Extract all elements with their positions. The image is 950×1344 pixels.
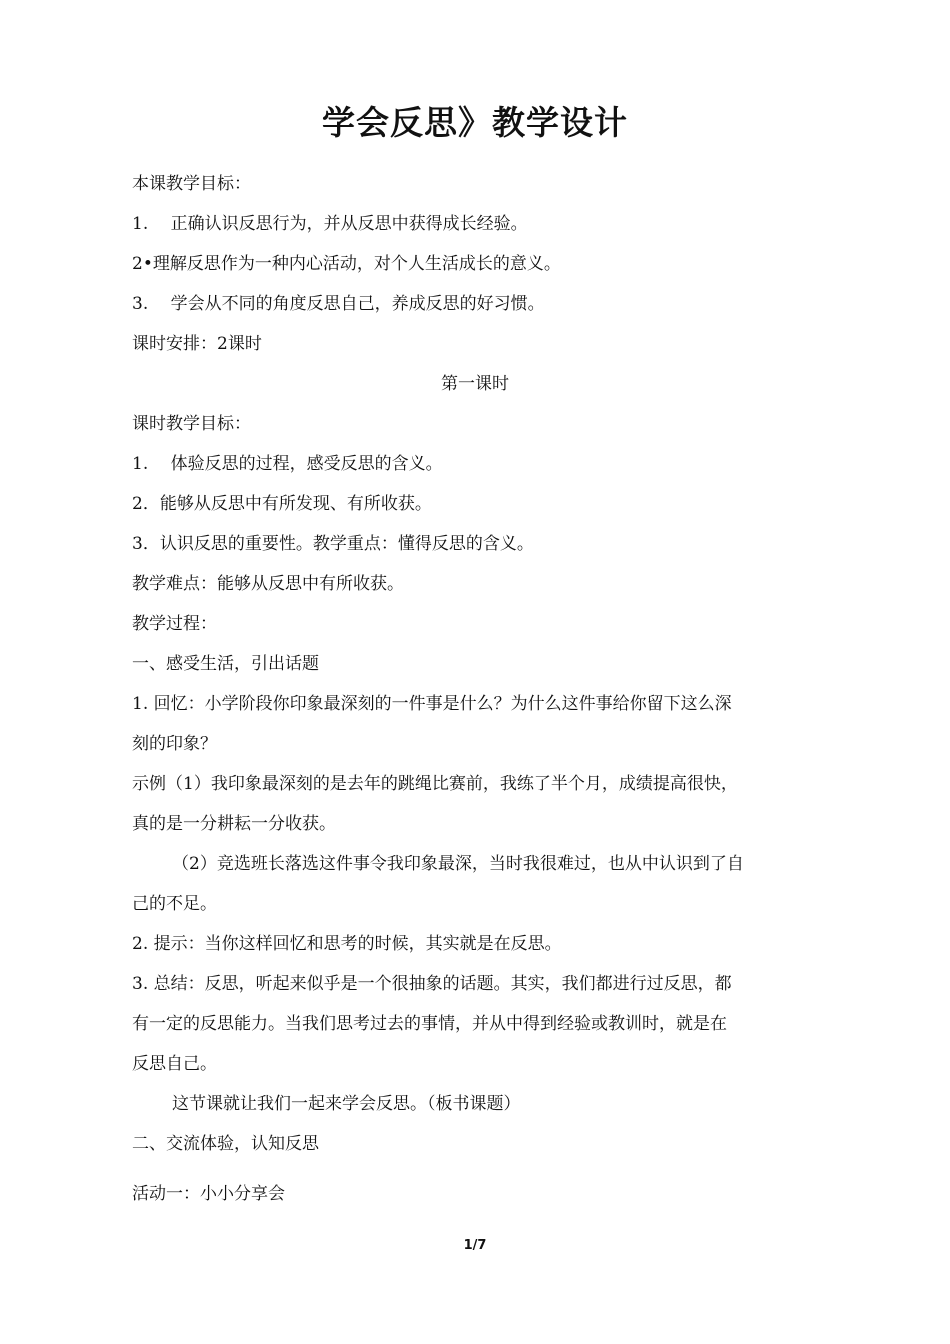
summary-line-2: 有一定的反思能力。当我们思考过去的事情，并从中得到经验或教训时，就是在 [132,1014,727,1034]
example-two-line-2: 己的不足。 [132,894,217,914]
example-line-1: 示例（1）我印象最深刻的是去年的跳绳比赛前，我练了半个月，成绩提高很快， [132,774,738,794]
transition-line: 这节课就让我们一起来学会反思。（板书课题） [172,1094,521,1114]
goal-item-1: 1. 正确认识反思行为，并从反思中获得成长经验。 [132,214,528,234]
goal-item-3: 3. 学会从不同的角度反思自己，养成反思的好习惯。 [132,294,545,314]
activity-one-heading: 活动一：小小分享会 [132,1184,285,1204]
hint-line: 2. 提示：当你这样回忆和思考的时候，其实就是在反思。 [132,934,562,954]
lesson-goals-heading: 课时教学目标： [132,414,251,434]
example-two-line-1: （2）竞选班长落选这件事令我印象最深，当时我很难过，也从中认识到了自 [172,854,744,874]
goals-heading: 本课教学目标： [132,174,251,194]
lesson-goal-1: 1. 体验反思的过程，感受反思的含义。 [132,454,443,474]
lesson-heading: 第一课时 [441,374,509,394]
lesson-goal-2: 2．能够从反思中有所发现、有所收获。 [132,494,432,514]
lesson-goal-3: 3．认识反思的重要性。教学重点：懂得反思的含义。 [132,534,534,554]
document-title: 学会反思》教学设计 [322,103,628,142]
page-number: 1/7 [463,1238,487,1253]
recall-line-2: 刻的印象？ [132,734,217,754]
section-one-heading: 一、感受生活，引出话题 [132,654,319,674]
section-two-heading: 二、交流体验，认知反思 [132,1134,319,1154]
process-heading: 教学过程： [132,614,217,634]
summary-line-3: 反思自己。 [132,1054,217,1074]
difficulty-line: 教学难点：能够从反思中有所收获。 [132,574,404,594]
recall-line-1: 1. 回忆：小学阶段你印象最深刻的一件事是什么？为什么这件事给你留下这么深 [132,694,732,714]
summary-line-1: 3. 总结：反思，听起来似乎是一个很抽象的话题。其实，我们都进行过反思，都 [132,974,732,994]
example-line-2: 真的是一分耕耘一分收获。 [132,814,336,834]
schedule-line: 课时安排：2课时 [132,334,262,354]
goal-item-2: 2•理解反思作为一种内心活动，对个人生活成长的意义。 [132,254,561,274]
